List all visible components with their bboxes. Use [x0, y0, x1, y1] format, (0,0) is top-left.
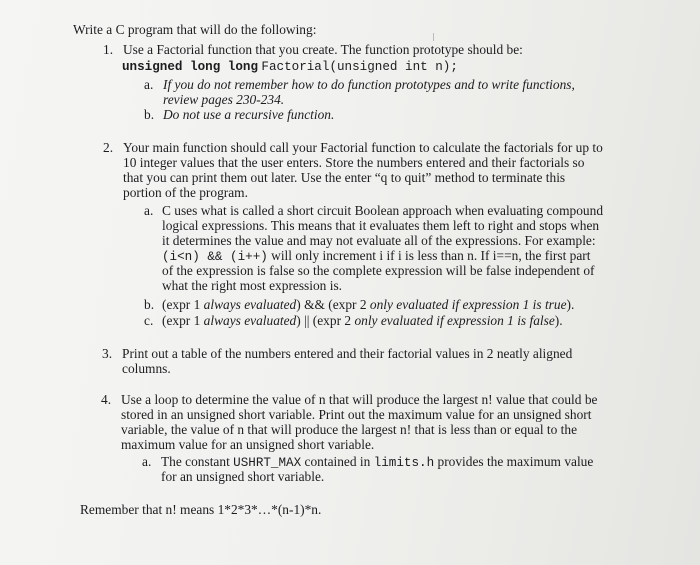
pencil-mark [433, 33, 434, 41]
item-2-line-3: that you can print them out later. Use the enter “q to quit” method to terminate this [123, 170, 566, 185]
item-1-line-1: Use a Factorial function that you create. The function prototype should be: [123, 42, 523, 57]
footer-note: Remember that n! means 1*2*3*…*(n-1)*n. [80, 502, 322, 517]
item-1a-line-2: review pages 230-234. [163, 92, 285, 107]
item-4-line-3: variable, the value of n that will produce the largest n! that is less than or equal to the [121, 422, 578, 437]
item-2b-part-5: ). [566, 297, 575, 312]
item-2c-part-3: ) || (expr 2 [296, 313, 355, 328]
item-2b-part-1: (expr 1 [162, 297, 204, 312]
item-2b-line [162, 297, 574, 313]
item-1b-line-1: Do not use a recursive function. [163, 107, 335, 122]
prototype-arguments: (unsigned int n); [329, 60, 458, 74]
item-2a-letter: a. [144, 203, 154, 218]
item-2b-letter: b. [144, 297, 155, 312]
intro-line: Write a C program that will do the following: [73, 22, 317, 37]
item-3-line-2: columns. [122, 361, 171, 376]
item-2-line-1: Your main function should call your Factorial function to calculate the factorials for up to [123, 140, 603, 155]
item-3-line-1: Print out a table of the numbers entered and their factorial values in 2 neatly aligned [122, 346, 573, 361]
item-4-line-4: maximum value for an unsigned short variable. [121, 437, 375, 452]
item-2c-letter: c. [144, 313, 154, 328]
item-3-number: 3. [102, 346, 113, 361]
item-4a-part-3: provides the maximum value [434, 454, 594, 469]
item-2c-part-4: only evaluated if expression 1 is false [354, 313, 555, 328]
item-4a-line-2: for an unsigned short variable. [161, 469, 325, 484]
item-1-number: 1. [103, 42, 114, 57]
item-1a-line-1: If you do not remember how to do function prototypes and to write functions, [163, 77, 575, 92]
item-2a-line-1: C uses what is called a short circuit Boolean approach when evaluating compound [162, 203, 604, 218]
short-circuit-example-code: (i<n) && (i++) [162, 250, 268, 264]
item-4-line-2: stored in an unsigned short variable. Print out the maximum value for an unsigned short [121, 407, 592, 422]
item-4-line-1: Use a loop to determine the value of n that will produce the largest n! value that could be [121, 392, 598, 407]
item-1a-letter: a. [144, 77, 154, 92]
item-2a-line-6: what the right most expression is. [162, 278, 343, 293]
item-2-number: 2. [103, 140, 114, 155]
prototype-return-type: unsigned long long [122, 60, 259, 74]
item-2a-line-3: it determines the value and may not evaluate all of the expressions. For example: [162, 233, 596, 248]
item-2b-part-4: only evaluated if expression 1 is true [369, 297, 567, 312]
item-1b-letter: b. [144, 107, 155, 122]
item-4a-part-2: contained in [301, 454, 374, 469]
item-4a-part-1: The constant [161, 454, 234, 469]
item-2c-part-5: ). [554, 313, 563, 328]
item-2b-part-2: always evaluated [203, 297, 297, 312]
item-2c-part-2: always evaluated [203, 313, 297, 328]
item-4a-letter: a. [142, 454, 152, 469]
prototype-function-name: Factorial [261, 60, 330, 74]
item-2a-line-4-text: will only increment i if i is less than n. If i==n, the first part [267, 248, 591, 263]
item-2a-line-2: logical expressions. This means that it evaluates them left to right and stops when [162, 218, 600, 233]
item-2a-line-5: of the expression is false so the complete expression will be false independent of [162, 263, 595, 278]
item-2c-line [162, 313, 563, 329]
ushrt-max-constant: USHRT_MAX [233, 456, 302, 470]
item-2-line-2: 10 integer values that the user enters. Store the numbers entered and their factorials so [123, 155, 585, 170]
item-4-number: 4. [101, 392, 112, 407]
item-2b-part-3: ) && (expr 2 [296, 297, 370, 312]
item-2c-part-1: (expr 1 [162, 313, 204, 328]
function-prototype [122, 58, 458, 75]
limits-header-name: limits.h [373, 456, 435, 470]
item-2-line-4: portion of the program. [123, 185, 248, 200]
